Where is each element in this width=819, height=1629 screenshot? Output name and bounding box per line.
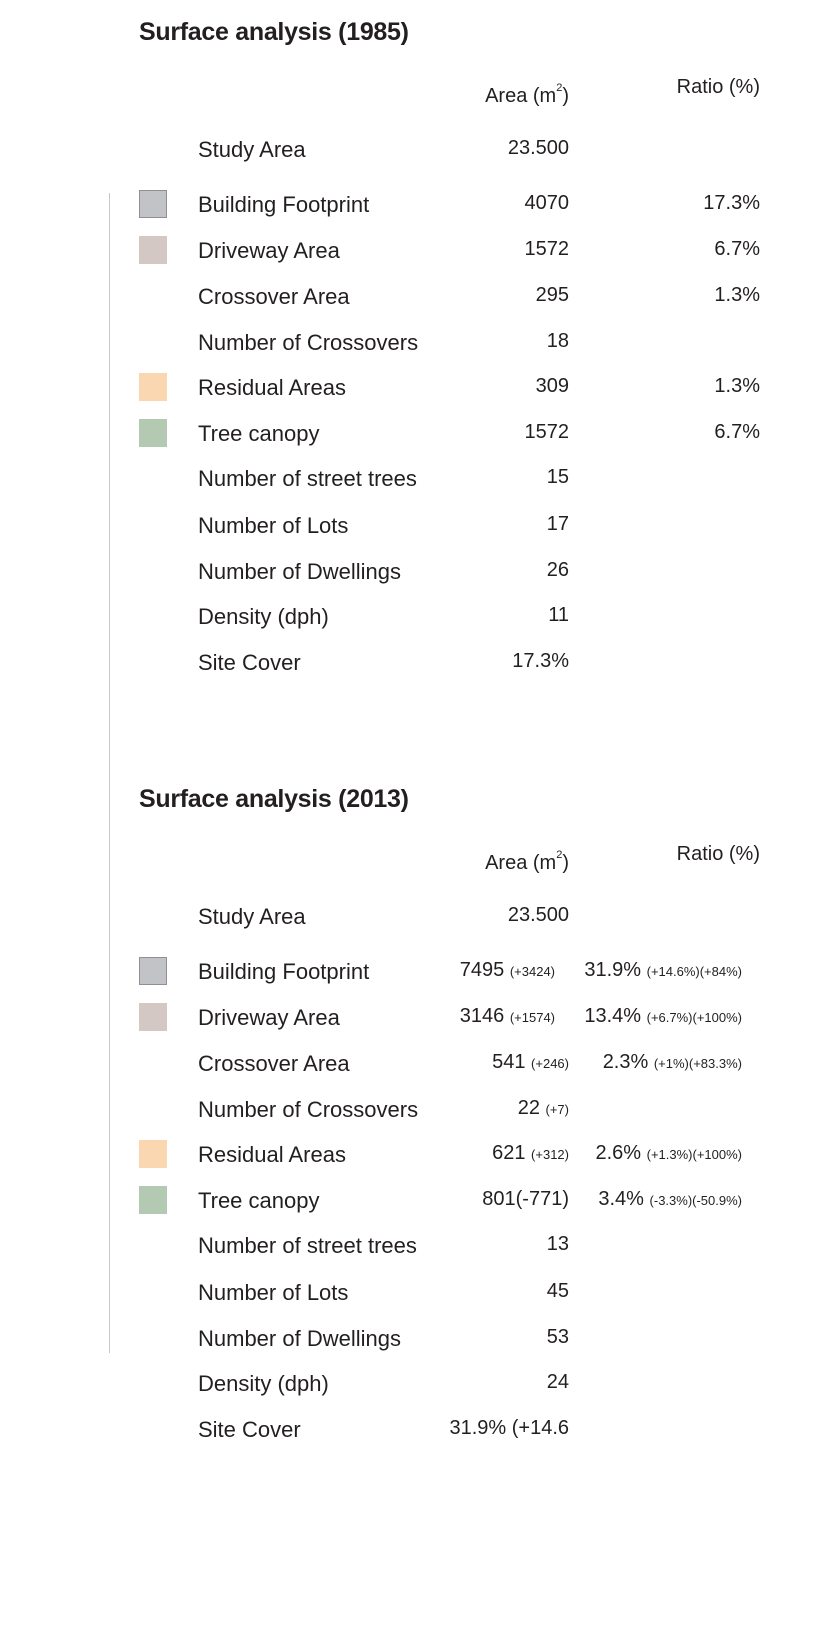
vertical-divider [109,193,110,1353]
area-cell [518,1097,569,1120]
row-street-trees [0,1229,819,1261]
area-value: 7495 [459,959,505,981]
row-label: Tree canopy [198,421,320,446]
ratio-value: 1.3% [714,284,760,306]
area-column-header [485,82,569,108]
area-value: 23.500 [507,904,569,926]
area-value: 22 [517,1097,540,1119]
row-number-of-crossovers [0,1093,819,1125]
row-tree-canopy [0,1184,819,1216]
row-number-of-crossovers [0,326,819,358]
row-tree-canopy [0,417,819,449]
row-label: Density (dph) [198,1371,329,1396]
row-label: Residual Areas [198,375,346,400]
row-label: Study Area [198,904,306,929]
row-label: Driveway Area [198,1005,340,1030]
row-crossover-area [0,1047,819,1079]
row-label: Residual Areas [198,1142,346,1167]
area-delta: (+246) [531,1056,569,1071]
area-delta: (+312) [531,1147,569,1162]
row-label: Number of street trees [198,1233,417,1258]
ratio-delta: (+6.7%)(+100%) [646,1010,742,1025]
ratio-cell [603,1051,742,1074]
area-header-close: ) [562,85,569,107]
row-label: Tree canopy [198,1188,320,1213]
area-delta: (+3424) [509,964,555,979]
row-label: Number of Dwellings [198,559,401,584]
row-crossover-area [0,280,819,312]
section-title: Surface analysis (1985) [139,18,409,46]
area-header-sup: 2 [556,82,563,95]
row-street-trees [0,462,819,494]
ratio-value: 13.4% [584,1005,642,1027]
row-label: Site Cover [198,1417,301,1442]
row-building-footprint [0,955,819,987]
row-driveway-area [0,234,819,266]
ratio-value: 31.9% [584,959,642,981]
row-label: Number of Lots [198,513,349,538]
row-study-area [0,900,819,932]
row-label: Number of Crossovers [198,1097,419,1122]
area-cell [460,1005,555,1028]
area-value: 1572 [524,238,569,260]
ratio-cell [584,959,742,982]
ratio-column-header: Ratio (%) [676,76,760,98]
row-density [0,1367,819,1399]
row-label: Site Cover [198,650,301,675]
row-label: Building Footprint [198,959,370,984]
area-column-header [485,849,569,875]
ratio-delta: (-3.3%)(-50.9%) [649,1193,742,1208]
driveway-swatch [139,236,167,264]
ratio-value: 6.7% [714,238,760,260]
area-cell [460,959,555,982]
residual-swatch [139,1140,167,1168]
building-swatch [139,957,167,985]
ratio-cell [595,1142,742,1165]
row-label: Building Footprint [198,192,370,217]
ratio-delta: (+14.6%)(+84%) [646,964,742,979]
residual-swatch [139,373,167,401]
area-value: 541 [492,1051,526,1073]
row-number-of-dwellings [0,555,819,587]
row-building-footprint [0,188,819,220]
row-site-cover [0,1413,819,1445]
area-value: 1572 [524,421,569,443]
area-header-text: Area (m [485,852,557,874]
row-label: Crossover Area [198,1051,350,1076]
area-value: 24 [546,1371,569,1393]
row-study-area [0,133,819,165]
row-label: Number of Dwellings [198,1326,401,1351]
row-label: Crossover Area [198,284,350,309]
row-label: Density (dph) [198,604,329,629]
area-value: 26 [546,559,569,581]
ratio-value: 1.3% [714,375,760,397]
area-value: 23.500 [507,137,569,159]
area-value: 13 [546,1233,569,1255]
section-title: Surface analysis (2013) [139,785,409,813]
tree-swatch [139,419,167,447]
ratio-value: 2.6% [595,1142,642,1164]
tree-swatch [139,1186,167,1214]
ratio-delta: (+1%)(+83.3%) [653,1056,742,1071]
row-number-of-lots [0,1276,819,1308]
row-driveway-area [0,1001,819,1033]
ratio-column-header: Ratio (%) [676,843,760,865]
driveway-swatch [139,1003,167,1031]
ratio-value: 2.3% [602,1051,649,1073]
area-value: 31.9% (+14.6 [449,1417,569,1439]
area-value: 309 [535,375,569,397]
row-density [0,600,819,632]
area-value: 17.3% [512,650,569,672]
area-value: 17 [546,513,569,535]
area-header-close: ) [562,852,569,874]
area-value: 801(-771) [482,1188,569,1210]
ratio-cell [584,1005,742,1028]
ratio-value: 3.4% [598,1188,644,1210]
row-site-cover [0,646,819,678]
building-swatch [139,190,167,218]
area-value: 15 [546,466,569,488]
area-value: 18 [546,330,569,352]
area-delta: (+7) [545,1102,569,1117]
area-value: 45 [546,1280,569,1302]
row-label: Number of street trees [198,466,417,491]
row-number-of-dwellings [0,1322,819,1354]
area-value: 295 [535,284,569,306]
area-header-sup: 2 [556,849,563,862]
row-label: Number of Crossovers [198,330,419,355]
area-value: 3146 [459,1005,505,1027]
ratio-cell [598,1188,742,1211]
row-label: Number of Lots [198,1280,349,1305]
row-number-of-lots [0,509,819,541]
area-value: 621 [492,1142,526,1164]
area-value: 4070 [524,192,569,214]
area-cell [492,1051,569,1074]
row-residual-areas [0,371,819,403]
row-residual-areas [0,1138,819,1170]
area-header-text: Area (m [485,85,557,107]
row-label: Study Area [198,137,306,162]
ratio-value: 17.3% [703,192,760,214]
area-value: 11 [548,604,569,626]
ratio-delta: (+1.3%)(+100%) [646,1147,742,1162]
ratio-value: 6.7% [714,421,760,443]
area-cell [492,1142,569,1165]
area-value: 53 [546,1326,569,1348]
area-delta: (+1574) [509,1010,555,1025]
row-label: Driveway Area [198,238,340,263]
